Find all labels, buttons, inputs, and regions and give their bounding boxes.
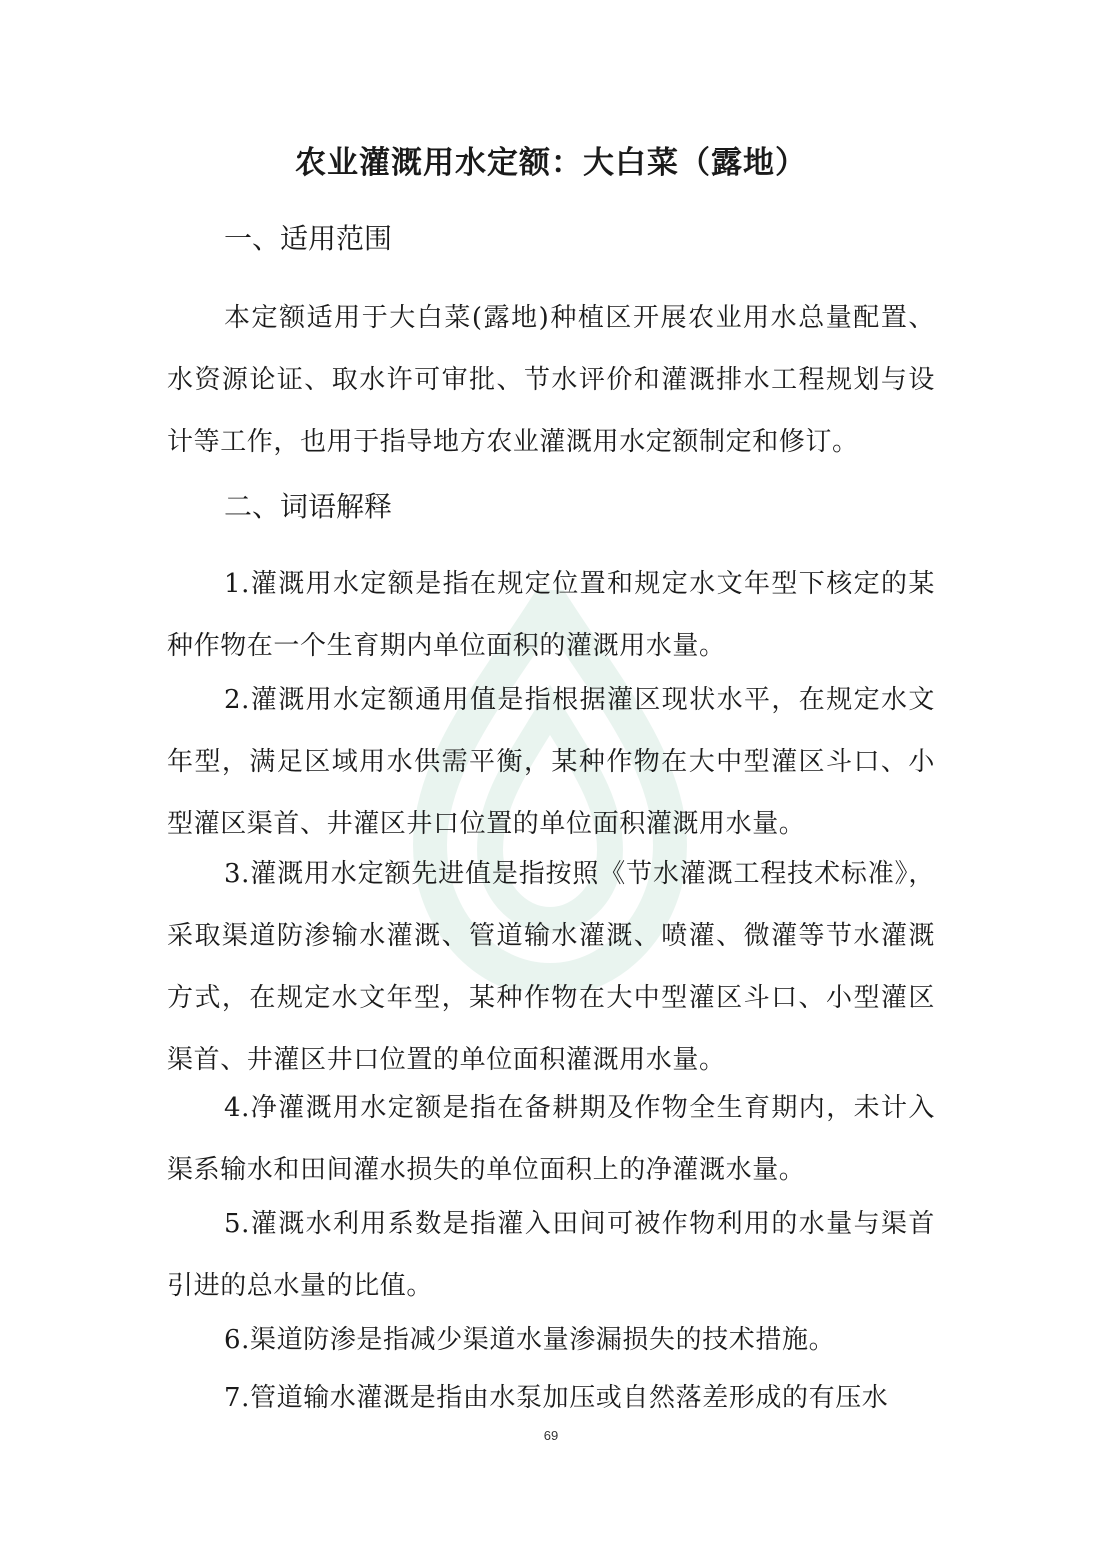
section-heading-scope: 一、适用范围: [224, 222, 393, 255]
definition-item-2: 2.灌溉用水定额通用值是指根据灌区现状水平，在规定水文年型，满足区域用水供需平衡，某种作物在大中型灌区斗口、小型灌区渠首、井灌区井口位置的单位面积灌溉用水量。: [167, 685, 935, 839]
definition-item-7: 7.管道输水灌溉是指由水泵加压或自然落差形成的有压水: [224, 1383, 889, 1413]
section-heading-definitions: 二、词语解释: [224, 490, 393, 523]
page-number: 69: [543, 1428, 559, 1443]
scope-paragraph: 本定额适用于大白菜(露地)种植区开展农业用水总量配置、水资源论证、取水许可审批、节水评价和灌溉排水工程规划与设计等工作，也用于指导地方农业灌溉用水定额制定和修订。: [167, 303, 935, 457]
definition-item-4: 4.净灌溉用水定额是指在备耕期及作物全生育期内，未计入渠系输水和田间灌水损失的单位面积上的净灌溉水量。: [167, 1093, 935, 1185]
document-title: 农业灌溉用水定额：大白菜（露地）: [295, 145, 807, 181]
definition-item-5: 5.灌溉水利用系数是指灌入田间可被作物利用的水量与渠首引进的总水量的比值。: [167, 1209, 935, 1301]
definition-item-1: 1.灌溉用水定额是指在规定位置和规定水文年型下核定的某种作物在一个生育期内单位面积的灌溉用水量。: [167, 569, 935, 661]
definition-item-6: 6.渠道防渗是指减少渠道水量渗漏损失的技术措施。: [224, 1325, 836, 1355]
definition-item-3: 3.灌溉用水定额先进值是指按照《节水灌溉工程技术标准》，采取渠道防渗输水灌溉、管道输水灌溉、喷灌、微灌等节水灌溉方式，在规定水文年型，某种作物在大中型灌区斗口、小型灌区渠首、井灌区井口位置的单位面积灌溉用水量。: [167, 859, 935, 1075]
